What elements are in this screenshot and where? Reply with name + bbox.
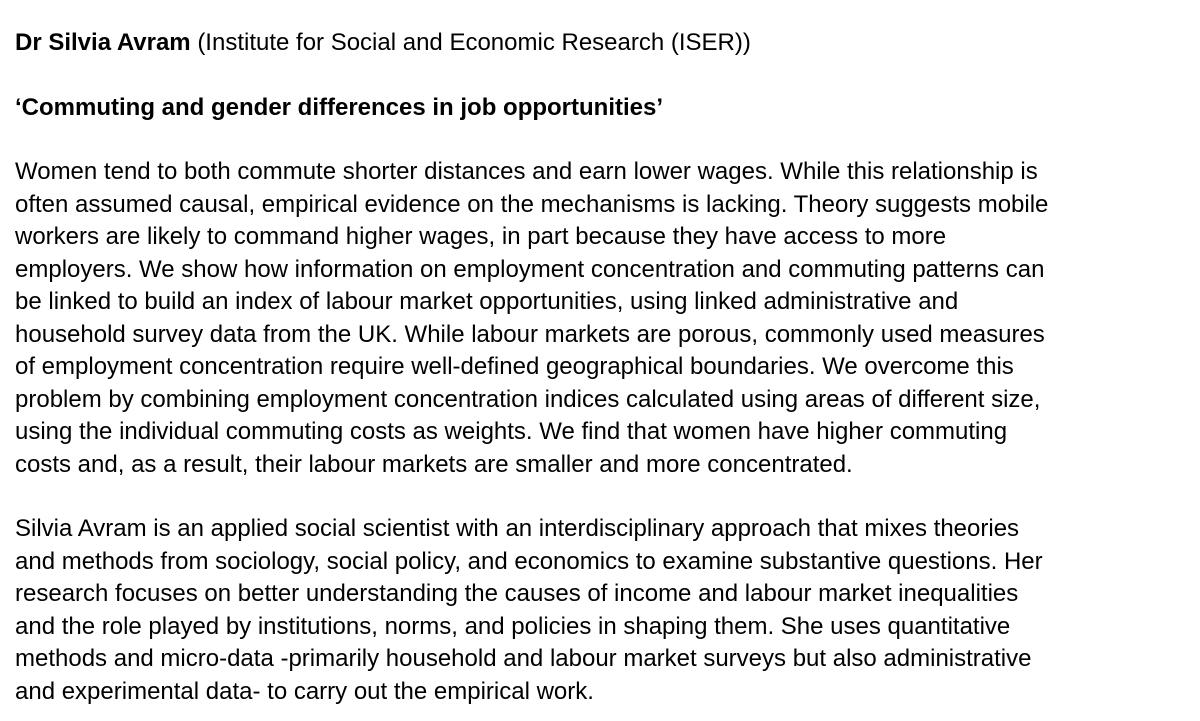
abstract-line: be linked to build an index of labour market opportunities, using linked administrative and bbox=[15, 288, 959, 315]
bio-line: and the role played by institutions, norms, and policies in shaping them. She uses quantitative bbox=[15, 612, 1011, 640]
abstract-line: costs and, as a result, their labour markets are smaller and more concentrated. bbox=[15, 450, 853, 478]
abstract-line: employers. We show how information on employment concentration and commuting patterns can bbox=[15, 255, 1045, 283]
abstract-line: Women tend to both commute shorter distances and earn lower wages. While this relationship is bbox=[15, 158, 1038, 185]
bio-line: research focuses on better understanding the causes of income and labour market inequalities bbox=[15, 580, 1019, 607]
bio-line: Silvia Avram is an applied social scientist with an interdisciplinary approach that mixes theories bbox=[15, 515, 1020, 542]
speaker-name: Dr Silvia Avram bbox=[15, 29, 191, 56]
bio-paragraph bbox=[15, 513, 1043, 708]
abstract-line: using the individual commuting costs as weights. We find that women have higher commuting bbox=[15, 418, 1008, 445]
abstract-line: often assumed causal, empirical evidence on the mechanisms is lacking. Theory suggests mobile bbox=[15, 190, 1049, 218]
speaker-affiliation: (Institute for Social and Economic Research (ISER)) bbox=[197, 29, 751, 56]
abstract-paragraph bbox=[15, 156, 1048, 481]
abstract-line: household survey data from the UK. While labour markets are porous, commonly used measures bbox=[15, 320, 1045, 348]
abstract-line: workers are likely to command higher wages, in part because they have access to more bbox=[15, 223, 947, 250]
talk-title: ‘Commuting and gender differences in job opportunities’ bbox=[15, 94, 664, 121]
bio-line: methods and micro-data -primarily household and labour market surveys but also administrative bbox=[15, 645, 1032, 672]
bio-line: and experimental data- to carry out the empirical work. bbox=[15, 677, 594, 705]
bio-line: and methods from sociology, social policy, and economics to examine substantive questions. Her bbox=[15, 547, 1043, 575]
speaker-line bbox=[15, 27, 751, 60]
abstract-line: of employment concentration require well-defined geographical boundaries. We overcome this bbox=[15, 353, 1014, 380]
abstract-line: problem by combining employment concentration indices calculated using areas of different size, bbox=[15, 385, 1041, 413]
